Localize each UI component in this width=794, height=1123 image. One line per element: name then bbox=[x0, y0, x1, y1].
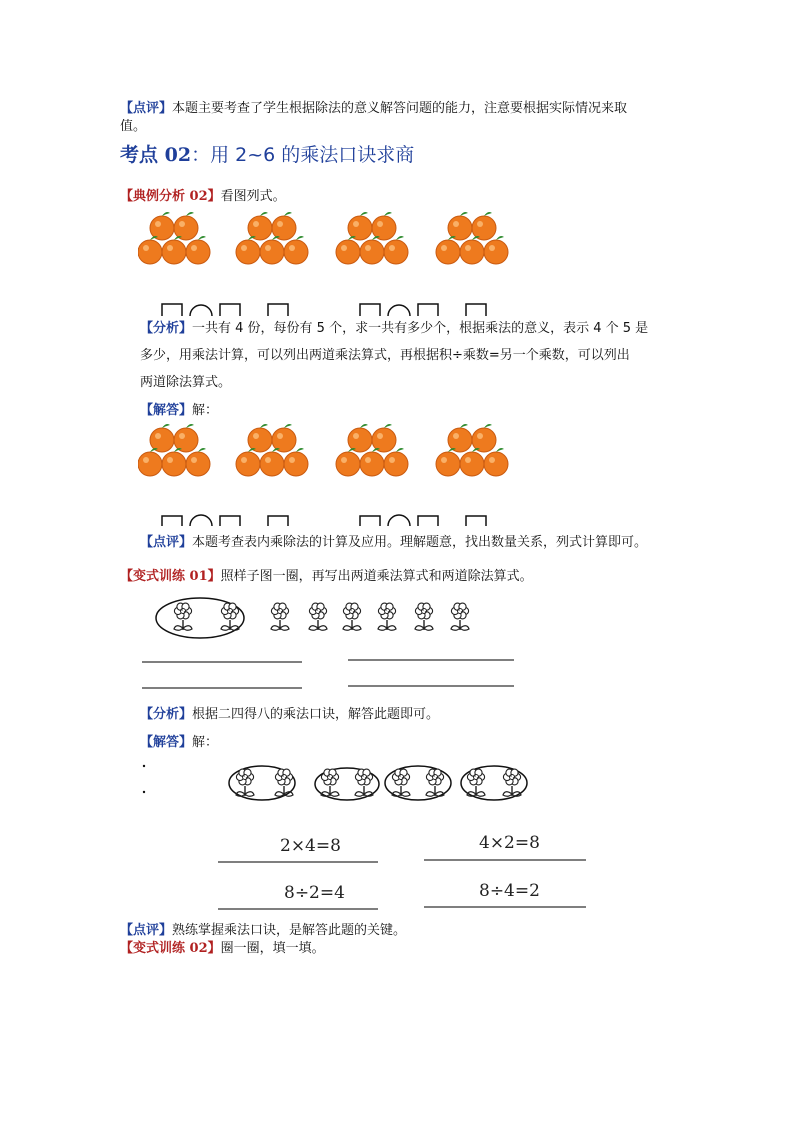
answer-label: 【解答】 bbox=[140, 403, 193, 418]
example-line bbox=[120, 184, 286, 210]
orange-icon bbox=[472, 424, 496, 452]
orange-icon bbox=[436, 448, 460, 476]
oranges-figure-1 bbox=[138, 212, 510, 316]
orange-icon bbox=[448, 424, 472, 452]
analysis-text: 一共有 4 份，每份有 5 个，求一共有多少个，根据乘法的意义，表示 4 个 5 是 bbox=[192, 321, 649, 336]
section-colon: ： bbox=[191, 144, 211, 166]
flowers-figure-1 bbox=[138, 594, 518, 692]
section-heading bbox=[120, 140, 414, 167]
review-text: 本题主要考查了学生根据除法的意义解答问题的能力，注意要根据实际情况来取 bbox=[172, 101, 628, 116]
flower-icon bbox=[451, 603, 469, 630]
orange-icon bbox=[360, 236, 384, 264]
variant-label: 【变式训练 02】 bbox=[120, 941, 221, 956]
analysis-text: 根据二四得八的乘法口诀，解答此题即可。 bbox=[192, 707, 440, 722]
answer-2-line bbox=[140, 730, 218, 756]
flower-icon bbox=[309, 603, 327, 630]
orange-icon bbox=[360, 448, 384, 476]
equation-4: 8÷4=2 bbox=[479, 881, 540, 901]
review-label: 【点评】 bbox=[140, 535, 193, 550]
orange-icon bbox=[162, 448, 186, 476]
orange-icon bbox=[174, 212, 198, 240]
variant-2-line bbox=[120, 936, 325, 962]
orange-icon bbox=[384, 448, 408, 476]
review-text: 熟练掌握乘法口诀，是解答此题的关键。 bbox=[172, 923, 407, 938]
answer-1-line bbox=[140, 398, 218, 424]
equation-2: 4×2=8 bbox=[479, 833, 540, 853]
oranges-figure-2 bbox=[138, 424, 510, 526]
orange-icon bbox=[248, 424, 272, 452]
answer-text: 解： bbox=[192, 735, 219, 750]
orange-icon bbox=[236, 448, 260, 476]
analysis-label: 【分析】 bbox=[140, 321, 193, 336]
section-number: 考点 02 bbox=[120, 144, 192, 166]
orange-icon bbox=[138, 448, 162, 476]
orange-icon bbox=[248, 212, 272, 240]
equation-3: 8÷2=4 bbox=[284, 883, 345, 903]
analysis-1-line-1 bbox=[140, 316, 648, 342]
flower-icon bbox=[467, 769, 485, 796]
orange-icon bbox=[236, 236, 260, 264]
orange-icon bbox=[272, 212, 296, 240]
flower-icon bbox=[221, 603, 239, 630]
orange-icon bbox=[284, 448, 308, 476]
flower-icon bbox=[236, 769, 254, 796]
example-label: 【典例分析 02】 bbox=[120, 189, 221, 204]
analysis-2-line bbox=[140, 702, 439, 728]
flowers-figure-2 bbox=[138, 756, 592, 914]
flower-icon bbox=[271, 603, 289, 630]
analysis-1-line-2: 多少，用乘法计算，可以列出两道乘法算式，再根据积÷乘数=另一个乘数，可以列出 bbox=[140, 348, 630, 363]
review-1-line-2: 值。 bbox=[120, 119, 147, 134]
answer-text: 解： bbox=[192, 403, 219, 418]
review-label: 【点评】 bbox=[120, 101, 173, 116]
orange-group bbox=[138, 424, 508, 476]
orange-icon bbox=[186, 236, 210, 264]
orange-icon bbox=[472, 212, 496, 240]
review-1-line-1 bbox=[120, 96, 627, 122]
equation-1: 2×4=8 bbox=[280, 836, 341, 856]
orange-icon bbox=[272, 424, 296, 452]
analysis-label: 【分析】 bbox=[140, 707, 193, 722]
orange-icon bbox=[260, 448, 284, 476]
orange-icon bbox=[336, 236, 360, 264]
flower-icon bbox=[503, 769, 521, 796]
flower-icon bbox=[355, 769, 373, 796]
orange-icon bbox=[162, 236, 186, 264]
variant-1-line bbox=[120, 564, 533, 590]
flower-icon bbox=[378, 603, 396, 630]
flower-icon bbox=[415, 603, 433, 630]
answer-label: 【解答】 bbox=[140, 735, 193, 750]
orange-icon bbox=[348, 424, 372, 452]
orange-icon bbox=[460, 448, 484, 476]
orange-group bbox=[138, 212, 508, 264]
flower-icon bbox=[174, 603, 192, 630]
flower-icon bbox=[426, 769, 444, 796]
orange-icon bbox=[484, 236, 508, 264]
variant-text: 照样子图一圈，再写出两道乘法算式和两道除法算式。 bbox=[220, 569, 533, 584]
orange-icon bbox=[150, 212, 174, 240]
orange-icon bbox=[336, 448, 360, 476]
orange-icon bbox=[384, 236, 408, 264]
flower-icon bbox=[343, 603, 361, 630]
orange-icon bbox=[460, 236, 484, 264]
orange-icon bbox=[436, 236, 460, 264]
orange-icon bbox=[260, 236, 284, 264]
orange-icon bbox=[138, 236, 162, 264]
orange-icon bbox=[484, 448, 508, 476]
flower-icon bbox=[275, 769, 293, 796]
analysis-1-line-3: 两道除法算式。 bbox=[140, 375, 232, 390]
orange-icon bbox=[448, 212, 472, 240]
example-text: 看图列式。 bbox=[220, 189, 286, 204]
answer-boxes bbox=[162, 304, 486, 316]
review-label: 【点评】 bbox=[120, 923, 173, 938]
orange-icon bbox=[348, 212, 372, 240]
section-title: 用 2~6 的乘法口诀求商 bbox=[210, 144, 415, 166]
answer-boxes bbox=[162, 515, 486, 526]
orange-icon bbox=[372, 424, 396, 452]
review-text: 本题考查表内乘除法的计算及应用。理解题意，找出数量关系，列式计算即可。 bbox=[192, 535, 648, 550]
blank-lines bbox=[142, 660, 514, 688]
review-2-line bbox=[140, 530, 647, 556]
orange-icon bbox=[372, 212, 396, 240]
flower-icon bbox=[392, 769, 410, 796]
variant-text: 圈一圈，填一填。 bbox=[220, 941, 325, 956]
variant-label: 【变式训练 01】 bbox=[120, 569, 221, 584]
orange-icon bbox=[186, 448, 210, 476]
flower-group bbox=[174, 603, 469, 630]
flower-icon bbox=[321, 769, 339, 796]
orange-icon bbox=[284, 236, 308, 264]
orange-icon bbox=[150, 424, 174, 452]
orange-icon bbox=[174, 424, 198, 452]
